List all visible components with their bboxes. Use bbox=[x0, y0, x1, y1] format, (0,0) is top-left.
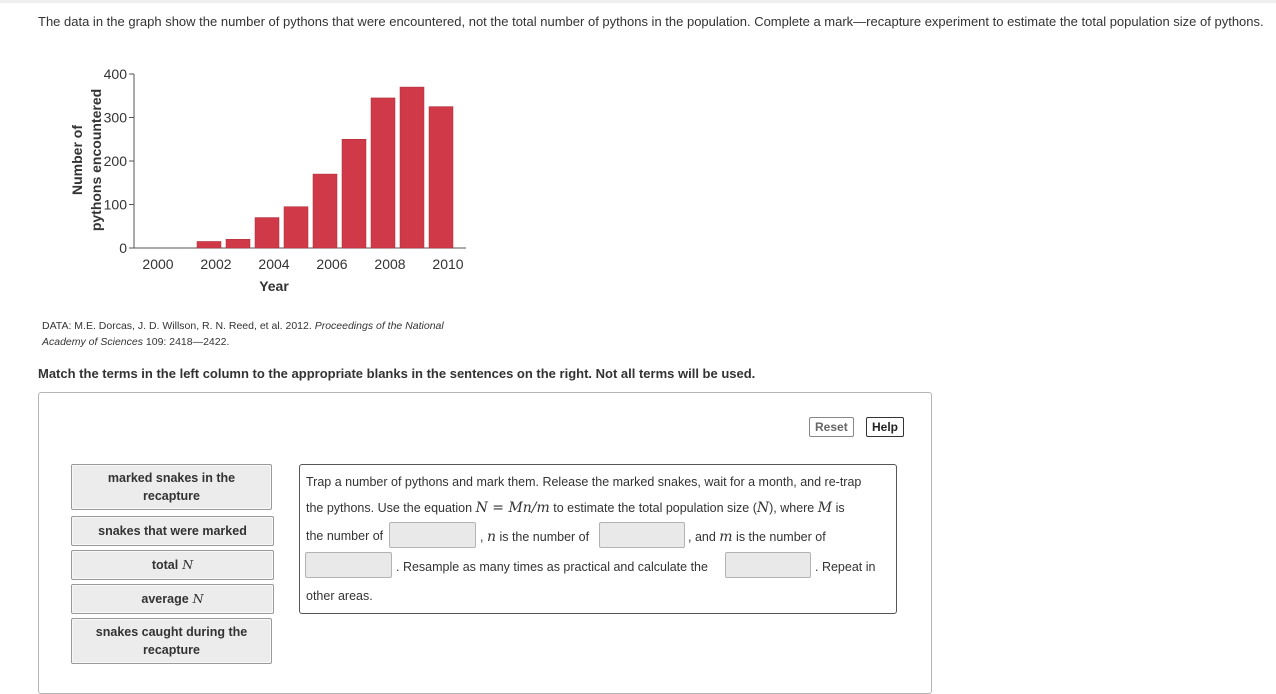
term-label: marked snakes in the recapture bbox=[107, 471, 236, 503]
term-label: snakes that were marked bbox=[98, 524, 247, 538]
bar-2003 bbox=[226, 239, 250, 248]
x-tick-label: 2008 bbox=[374, 256, 406, 272]
term-average-n[interactable] bbox=[71, 584, 274, 614]
blank-3[interactable] bbox=[305, 552, 392, 578]
bar-2009 bbox=[400, 87, 424, 248]
blank-2[interactable] bbox=[599, 522, 685, 548]
sentence-line-1: Trap a number of pythons and mark them. Release the marked snakes, wait for a month, and re-trap bbox=[306, 475, 862, 489]
y-tick-label: 300 bbox=[103, 109, 127, 126]
text: , and bbox=[688, 530, 720, 544]
blank-4[interactable] bbox=[725, 552, 811, 578]
term-marked-in-recapture[interactable] bbox=[71, 464, 272, 510]
text: is the number of bbox=[495, 530, 590, 544]
y-tick-label: 100 bbox=[103, 196, 127, 213]
citation-suffix: 109: 2418—2422. bbox=[142, 336, 230, 348]
bar-2004 bbox=[255, 218, 279, 248]
sentence-box bbox=[299, 464, 897, 614]
text: ), where bbox=[769, 501, 818, 515]
term-snakes-marked[interactable] bbox=[71, 516, 274, 546]
sentence-line-3c bbox=[688, 529, 826, 545]
x-axis-label: Year bbox=[259, 278, 289, 294]
bar-2007 bbox=[342, 139, 366, 248]
bar-2006 bbox=[313, 174, 337, 248]
y-tick-label: 0 bbox=[119, 240, 127, 256]
citation-journal-b: Academy of Sciences bbox=[42, 336, 143, 348]
data-citation bbox=[42, 318, 444, 350]
x-tick-label: 2004 bbox=[258, 256, 290, 272]
x-tick-label: 2002 bbox=[200, 256, 232, 272]
term-label: snakes caught during the recapture bbox=[95, 625, 248, 657]
citation-journal-a: Proceedings of the National bbox=[314, 320, 444, 332]
sentence-line-4b: . Repeat in bbox=[815, 560, 876, 574]
text: , bbox=[480, 530, 487, 544]
blank-1[interactable] bbox=[389, 522, 476, 548]
term-total-n[interactable] bbox=[71, 550, 274, 580]
var-m-lower: m bbox=[719, 529, 733, 545]
text: to estimate the total population size ( bbox=[549, 501, 757, 515]
text: is the number of bbox=[732, 530, 826, 544]
instructions: Match the terms in the left column to the appropriate blanks in the sentences on the right. Not all terms will be used. bbox=[38, 366, 756, 381]
y-tick-label: 200 bbox=[103, 153, 127, 169]
y-tick-label: 400 bbox=[103, 66, 127, 82]
intro-text: The data in the graph show the number of pythons that were encountered, not the total number of pythons in the population. Complete a mark—recapture experiment to estimate the total population size of pythons. bbox=[38, 14, 1264, 29]
var-n-upper: N bbox=[756, 500, 770, 516]
equation: N = Mn/m bbox=[475, 500, 550, 516]
x-tick-label: 2000 bbox=[142, 256, 174, 272]
matching-panel bbox=[38, 392, 932, 694]
sentence-line-5: other areas. bbox=[306, 589, 373, 603]
bar-2008 bbox=[371, 98, 395, 248]
sentence-line-2 bbox=[306, 500, 845, 516]
term-math-n: N bbox=[192, 591, 204, 606]
var-n-lower: n bbox=[486, 529, 496, 545]
x-tick-label: 2010 bbox=[432, 256, 464, 272]
sentence-line-3b bbox=[480, 529, 589, 545]
term-caught-in-recapture[interactable] bbox=[71, 618, 272, 664]
var-m-upper: M bbox=[817, 500, 833, 516]
sentence-line-4a: . Resample as many times as practical and calculate the bbox=[396, 560, 708, 574]
chart-ylabel bbox=[58, 70, 116, 250]
bar-2005 bbox=[284, 207, 308, 248]
citation-prefix: DATA: M.E. Dorcas, J. D. Willson, R. N. Reed, et al. 2012. bbox=[42, 320, 315, 332]
bar-2010 bbox=[429, 107, 453, 248]
bar-2002 bbox=[197, 241, 221, 248]
ylabel-line-1: Number of bbox=[69, 125, 85, 196]
term-math-n: N bbox=[182, 557, 194, 572]
x-tick-label: 2006 bbox=[316, 256, 348, 272]
help-button[interactable]: Help bbox=[866, 417, 904, 437]
ylabel-line-2: pythons encountered bbox=[88, 88, 104, 232]
python-bar-chart bbox=[50, 58, 490, 308]
text: is bbox=[832, 501, 845, 515]
text: the pythons. Use the equation bbox=[306, 501, 476, 515]
term-label: total bbox=[151, 558, 179, 572]
top-divider bbox=[0, 0, 1276, 3]
term-label: average bbox=[141, 592, 189, 606]
reset-button[interactable]: Reset bbox=[809, 417, 854, 437]
sentence-line-3a: the number of bbox=[306, 529, 384, 543]
